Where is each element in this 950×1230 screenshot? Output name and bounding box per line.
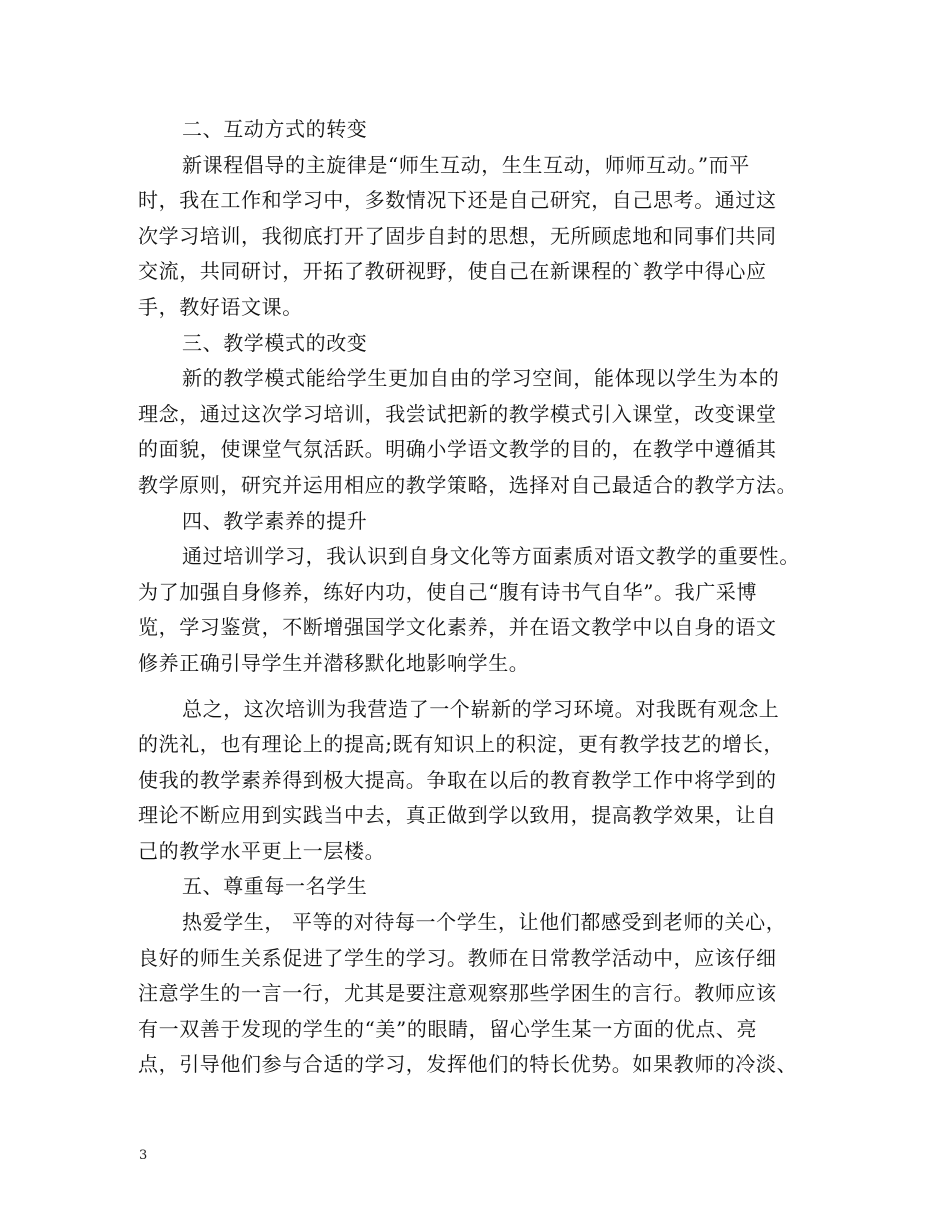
paragraph-line: 览，学习鉴赏，不断增强国学文化素养，并在语文教学中以自身的语文: [138, 615, 777, 640]
paragraph-spacing: [138, 682, 818, 692]
paragraph-line: 点，引导他们参与合适的学习，发挥他们的特长优势。如果教师的冷淡、: [138, 1052, 798, 1077]
paragraph-line: 己的教学水平更上一层楼。: [138, 838, 386, 863]
paragraph-line: 为了加强自身修养，练好内功，使自己“腹有诗书气自华”。我广采博: [138, 579, 758, 604]
paragraph-line: 使我的教学素养得到极大提高。争取在以后的教育教学工作中将学到的: [138, 767, 777, 792]
paragraph-line: 修养正确引导学生并潜移默化地影响学生。: [138, 650, 530, 675]
paragraph-line: 新课程倡导的主旋律是“师生互动，生生互动，师师互动。”而平: [182, 152, 750, 177]
document-body: [138, 112, 818, 1083]
paragraph-line: 教学原则，研究并运用相应的教学策略，选择对自己最适合的教学方法。: [138, 472, 798, 497]
page-number: 3: [139, 1148, 148, 1163]
paragraph-line: 通过培训学习，我认识到自身文化等方面素质对语文教学的重要性。: [182, 544, 800, 569]
section-heading-3: 三、教学模式的改变: [182, 330, 368, 355]
paragraph-line: 的洗礼，也有理论上的提高;既有知识上的积淀，更有教学技艺的增长，: [138, 732, 784, 757]
paragraph-line: 的面貌，使课堂气氛活跃。明确小学语文教学的目的，在教学中遵循其: [138, 437, 777, 462]
paragraph-line: 时，我在工作和学习中，多数情况下还是自己研究，自己思考。通过这: [138, 188, 777, 213]
paragraph-line: 总之，这次培训为我营造了一个崭新的学习环境。对我既有观念上: [182, 696, 780, 721]
paragraph-line: 热爱学生， 平等的对待每一个学生，让他们都感受到老师的关心，: [182, 910, 787, 935]
section-heading-4: 四、教学素养的提升: [182, 508, 368, 533]
paragraph-line: 理念，通过这次学习培训，我尝试把新的教学模式引入课堂，改变课堂: [138, 401, 777, 426]
paragraph-line: 次学习培训，我彻底打开了固步自封的思想，无所顾虑地和同事们共同: [138, 223, 777, 248]
paragraph-line: 有一双善于发现的学生的“美”的眼睛，留心学生某一方面的优点、亮: [138, 1016, 758, 1041]
section-heading-5: 五、尊重每一名学生: [182, 874, 368, 899]
paragraph-line: 交流，共同研讨，开拓了教研视野，使自己在新课程的`教学中得心应: [138, 259, 767, 284]
paragraph-line: 新的教学模式能给学生更加自由的学习空间，能体现以学生为本的: [182, 366, 780, 391]
paragraph-line: 良好的师生关系促进了学生的学习。教师在日常教学活动中，应该仔细: [138, 945, 777, 970]
section-heading-2: 二、互动方式的转变: [182, 117, 368, 141]
paragraph-line: 手，教好语文课。: [138, 294, 303, 319]
paragraph-line: 理论不断应用到实践当中去，真正做到学以致用，提高教学效果，让自: [138, 803, 777, 828]
paragraph-line: 注意学生的一言一行，尤其是要注意观察那些学困生的言行。教师应该: [138, 981, 777, 1006]
